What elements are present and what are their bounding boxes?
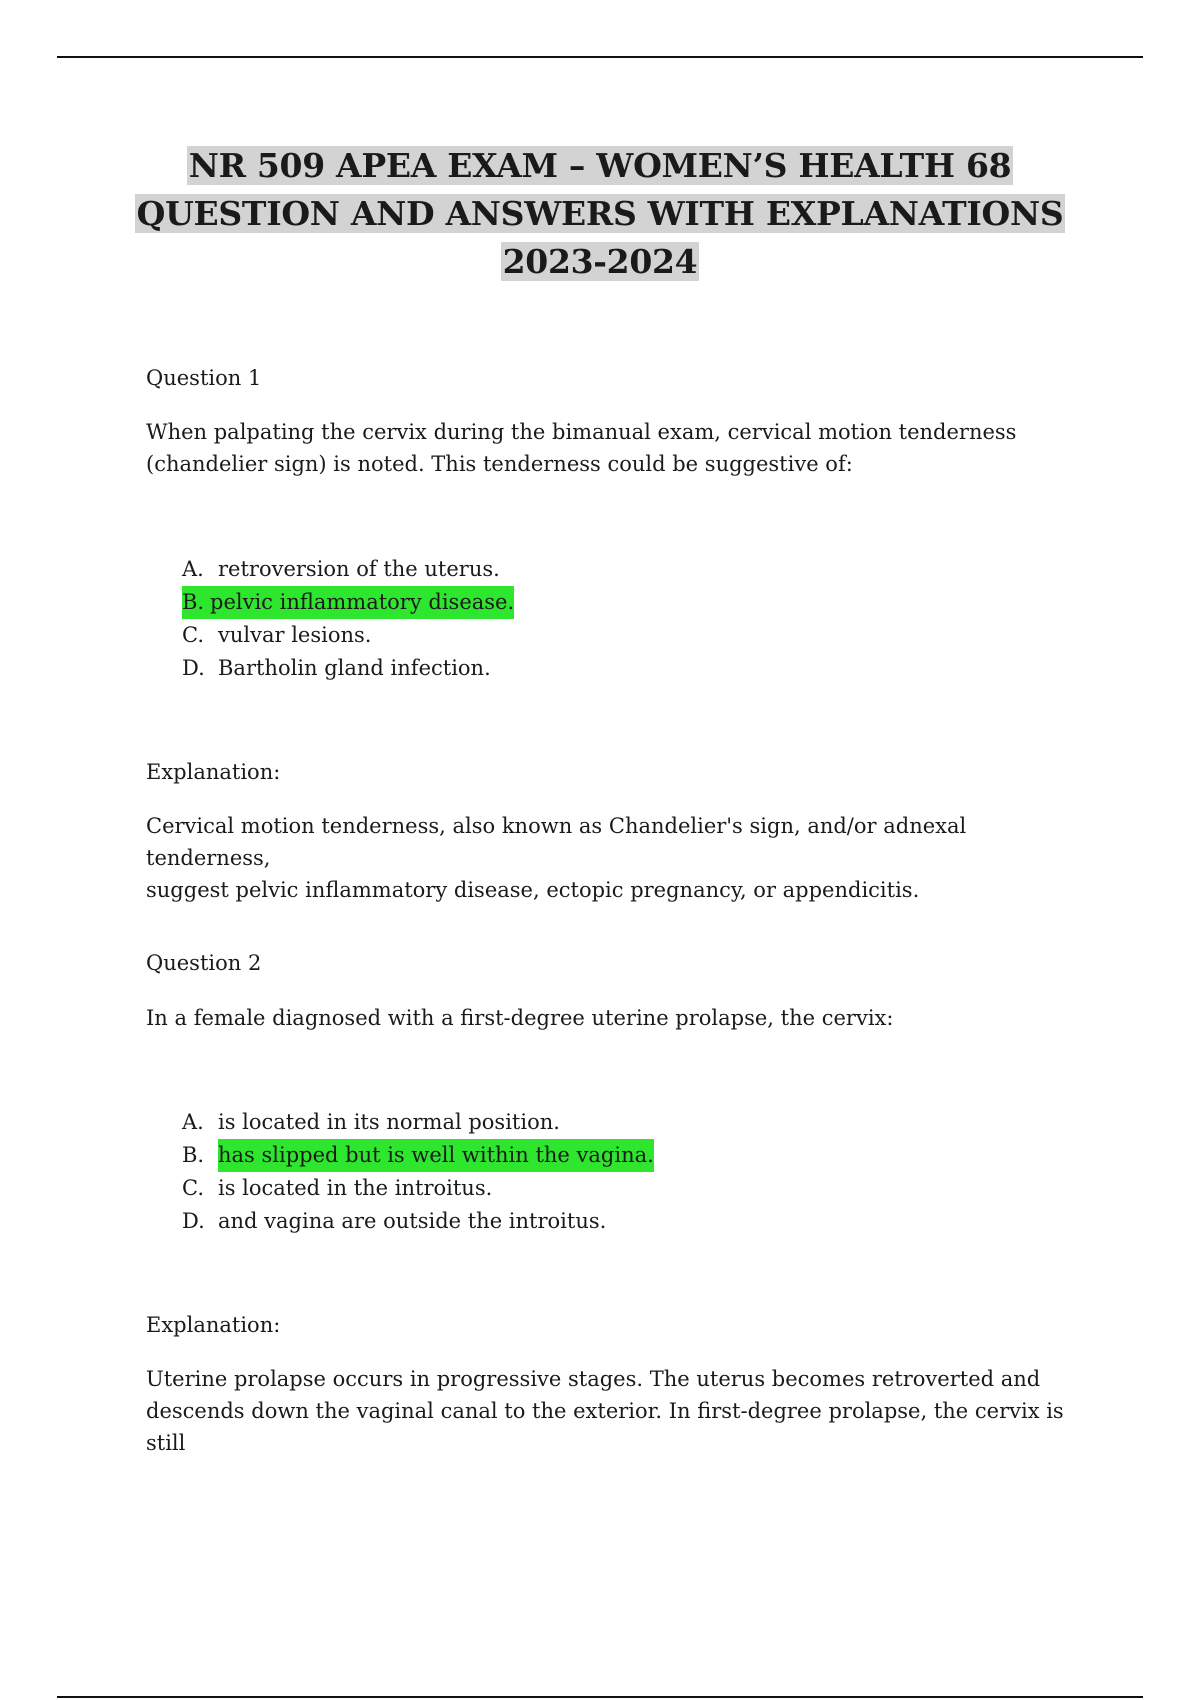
question-2-explanation <box>146 1363 1076 1459</box>
option-letter: B. <box>182 590 205 614</box>
question-1-options <box>182 553 514 685</box>
question-2-option-d <box>182 1205 654 1238</box>
question-1-option-c <box>182 619 514 652</box>
option-text-correct: pelvic inflammatory disease. <box>210 590 515 614</box>
option-text: is located in its normal position. <box>218 1110 560 1134</box>
question-1-stem-line-1: When palpating the cervix during the bimanual exam, cervical motion tenderness <box>146 420 1017 444</box>
option-letter: A. <box>182 1110 204 1134</box>
question-2-label: Question 2 <box>146 951 262 975</box>
title-line-2: QUESTION AND ANSWERS WITH EXPLANATIONS <box>136 194 1064 233</box>
question-2-stem-line-1: In a female diagnosed with a first-degree uterine prolapse, the cervix: <box>146 1006 894 1030</box>
title-line-3: 2023-2024 <box>502 242 698 281</box>
question-2-option-c <box>182 1172 654 1205</box>
option-text: and vagina are outside the introitus. <box>218 1209 607 1233</box>
option-letter: D. <box>182 1209 205 1233</box>
option-letter: C. <box>182 623 204 647</box>
footer-rule <box>57 1696 1143 1698</box>
question-2-option-b <box>182 1139 654 1172</box>
question-1-explanation-line-1: Cervical motion tenderness, also known as Chandelier's sign, and/or adnexal tenderness, <box>146 814 967 870</box>
header-rule <box>57 56 1143 58</box>
question-1-label: Question 1 <box>146 366 262 390</box>
option-text: vulvar lesions. <box>218 623 372 647</box>
question-2-option-a <box>182 1106 654 1139</box>
option-text-correct: has slipped but is well within the vagina. <box>218 1139 654 1172</box>
option-letter: D. <box>182 656 205 680</box>
option-letter: C. <box>182 1176 204 1200</box>
option-text: Bartholin gland infection. <box>218 656 491 680</box>
question-2-options <box>182 1106 654 1238</box>
question-1-stem <box>146 416 1076 480</box>
option-text: retroversion of the uterus. <box>218 557 500 581</box>
question-1-explanation <box>146 810 1076 906</box>
question-1-stem-line-2: (chandelier sign) is noted. This tenderness could be suggestive of: <box>146 452 853 476</box>
option-letter: B. <box>182 1143 205 1167</box>
option-letter: A. <box>182 557 204 581</box>
question-1-option-d <box>182 652 514 685</box>
question-1-option-b <box>182 586 514 619</box>
document-title <box>0 142 1200 286</box>
option-text: is located in the introitus. <box>218 1176 493 1200</box>
question-2-explanation-line-1: Uterine prolapse occurs in progressive stages. The uterus becomes retroverted and <box>146 1367 1041 1391</box>
question-2-explanation-label: Explanation: <box>146 1313 281 1337</box>
question-1-option-a <box>182 553 514 586</box>
question-2-explanation-line-2: descends down the vaginal canal to the exterior. In first-degree prolapse, the cervix is still <box>146 1399 1064 1455</box>
question-2-stem <box>146 1002 1076 1034</box>
question-1-explanation-line-2: suggest pelvic inflammatory disease, ectopic pregnancy, or appendicitis. <box>146 878 920 902</box>
question-1-explanation-label: Explanation: <box>146 760 281 784</box>
title-line-1: NR 509 APEA EXAM – WOMEN’S HEALTH 68 <box>188 146 1012 185</box>
